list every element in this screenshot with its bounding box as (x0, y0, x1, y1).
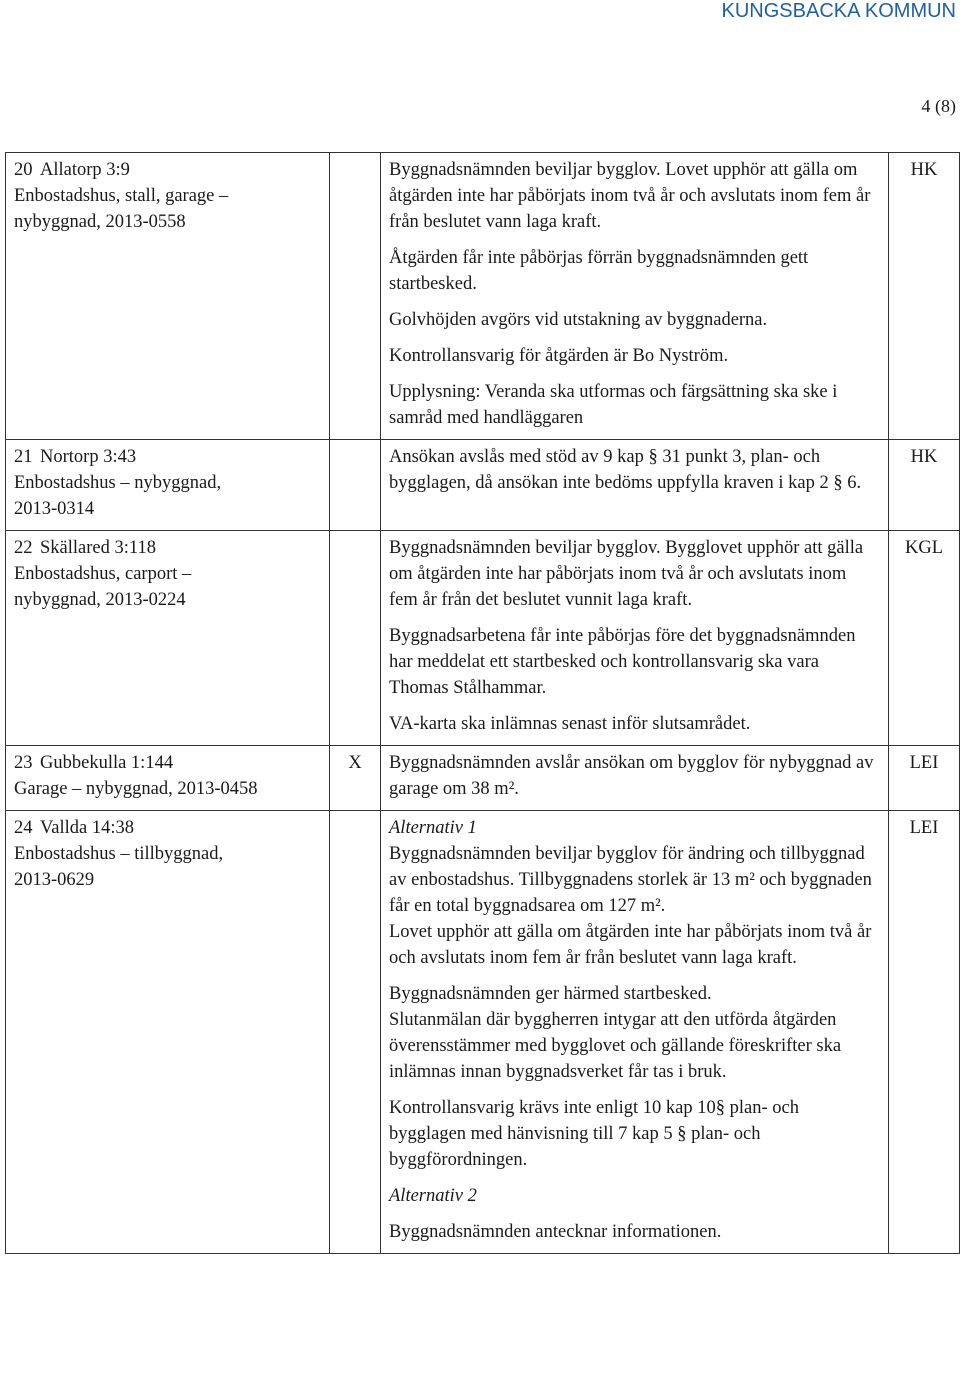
case-description: Garage – nybyggnad, 2013-0458 (14, 779, 258, 799)
table-row (6, 746, 960, 811)
mark-cell: X (330, 746, 381, 811)
case-description: Enbostadshus – tillbyggnad, (14, 844, 224, 864)
item-number: 22 (14, 538, 33, 558)
alternative-2-title: Alternativ 2 (389, 1186, 477, 1206)
organization-name: KUNGSBACKA KOMMUN (721, 0, 956, 22)
table-row (6, 440, 960, 531)
case-description: Enbostadshus – nybyggnad, (14, 473, 222, 493)
case-cell (6, 746, 330, 811)
alternative-1-title: Alternativ 1 (389, 818, 477, 838)
case-cell (6, 811, 330, 1254)
table-row (6, 811, 960, 1254)
mark-cell (330, 153, 381, 440)
case-description: Enbostadshus, carport – (14, 564, 192, 584)
page-number: 4 (8) (921, 96, 956, 116)
case-cell (6, 440, 330, 531)
decision-paragraph: Byggnadsnämnden beviljar bygglov för ändring och tillbyggnad av enbostadshus. Tillbyggnadens storlek är 13 m² och byggnaden får en total byggnadsarea om 127 m². (389, 844, 872, 916)
decision-paragraph: Golvhöjden avgörs vid utstakning av byggnaderna. (389, 310, 768, 330)
property-name: Allatorp 3:9 (40, 160, 130, 180)
table-row (6, 153, 960, 440)
minutes-table (5, 152, 960, 1254)
property-name: Gubbekulla 1:144 (40, 753, 174, 773)
item-number: 21 (14, 447, 33, 467)
decision-paragraph: Byggnadsnämnden avslår ansökan om bygglov för nybyggnad av garage om 38 m². (389, 753, 874, 799)
signature-cell: HK (889, 440, 960, 531)
decision-paragraph: Lovet upphör att gälla om åtgärden inte har påbörjats inom två år och avslutats inom fem år från beslutet vann laga kraft. (389, 922, 872, 968)
decision-paragraph: Åtgärden får inte påbörjas förrän byggnadsnämnden gett startbesked. (389, 248, 809, 294)
decision-paragraph: Byggnadsnämnden antecknar informationen. (389, 1222, 722, 1242)
property-name: Vallda 14:38 (40, 818, 135, 838)
signature-cell: KGL (889, 531, 960, 746)
case-cell (6, 153, 330, 440)
mark-cell (330, 531, 381, 746)
case-number: nybyggnad, 2013-0224 (14, 590, 186, 610)
decision-cell (381, 746, 889, 811)
case-cell (6, 531, 330, 746)
decision-paragraph: Byggnadsnämnden beviljar bygglov. Bygglovet upphör att gälla om åtgärden inte har påbörjats inom två år och avslutats inom fem år från det beslutet vunnit laga kraft. (389, 538, 864, 610)
decision-cell (381, 153, 889, 440)
decision-paragraph: Ansökan avslås med stöd av 9 kap § 31 punkt 3, plan- och bygglagen, då ansökan inte bedöms uppfylla kraven i kap 2 § 6. (389, 447, 862, 493)
property-name: Skällared 3:118 (40, 538, 156, 558)
decision-paragraph: Byggnadsarbetena får inte påbörjas före det byggnadsnämnden har meddelat ett startbesked och kontrollansvarig ska vara Thomas Stålhammar. (389, 626, 856, 698)
decision-paragraph: Slutanmälan där byggherren intygar att den utförda åtgärden överensstämmer med bygglovet och gällande föreskrifter ska inlämnas innan byggnadsverket får tas i bruk. (389, 1010, 842, 1082)
signature-cell: LEI (889, 811, 960, 1254)
decision-paragraph: Byggnadsnämnden beviljar bygglov. Lovet upphör att gälla om åtgärden inte har påbörjats inom två år och avslutats inom fem år från beslutet vann laga kraft. (389, 160, 871, 232)
item-number: 23 (14, 753, 33, 773)
case-number: 2013-0629 (14, 870, 95, 890)
decision-cell (381, 811, 889, 1254)
decision-paragraph: Byggnadsnämnden ger härmed startbesked. (389, 984, 712, 1004)
property-name: Nortorp 3:43 (40, 447, 137, 467)
case-number: nybyggnad, 2013-0558 (14, 212, 186, 232)
case-description: Enbostadshus, stall, garage – (14, 186, 229, 206)
decision-paragraph: Kontrollansvarig krävs inte enligt 10 kap 10§ plan- och bygglagen med hänvisning till 7 kap 5 § plan- och byggförordningen. (389, 1098, 799, 1170)
case-number: 2013-0314 (14, 499, 95, 519)
decision-paragraph: Upplysning: Veranda ska utformas och färgsättning ska ske i samråd med handläggaren (389, 382, 838, 428)
mark-cell (330, 811, 381, 1254)
item-number: 20 (14, 160, 33, 180)
mark-cell (330, 440, 381, 531)
startbesked-block (389, 981, 878, 1085)
alternative-1-block (389, 815, 878, 971)
decision-paragraph: Kontrollansvarig för åtgärden är Bo Nyström. (389, 346, 729, 366)
decision-cell (381, 440, 889, 531)
item-number: 24 (14, 818, 33, 838)
decision-cell (381, 531, 889, 746)
decision-paragraph: VA-karta ska inlämnas senast inför slutsamrådet. (389, 714, 751, 734)
table-row (6, 531, 960, 746)
signature-cell: LEI (889, 746, 960, 811)
signature-cell: HK (889, 153, 960, 440)
